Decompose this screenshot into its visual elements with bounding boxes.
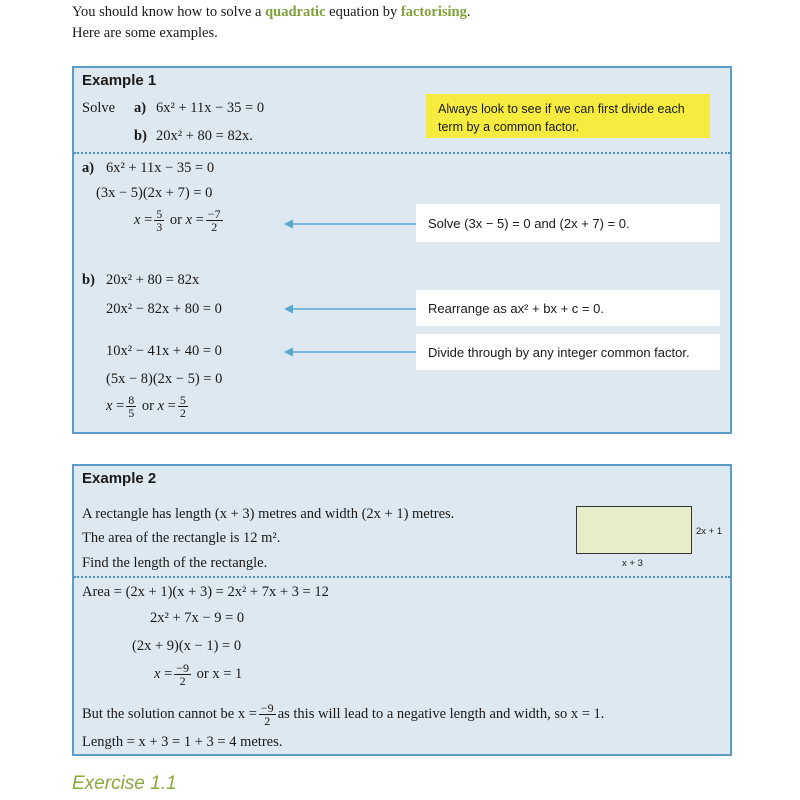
term-quadratic: quadratic (265, 4, 326, 20)
example-2-title: Example 2 (82, 470, 157, 487)
fraction-denominator: 3 (156, 220, 163, 234)
example-1-box (72, 66, 732, 434)
or-text: or (141, 397, 154, 414)
example-1-title: Example 1 (82, 72, 157, 89)
fraction (154, 208, 164, 233)
conclusion-line (82, 702, 604, 727)
note-text: Solve (3x − 5) = 0 and (2x + 7) = 0. (428, 215, 630, 231)
term-factorising: factorising (400, 4, 467, 20)
solution-a-line-1: 6x² + 11x − 35 = 0 (106, 160, 215, 176)
note-solve (416, 204, 720, 242)
fraction (206, 208, 223, 233)
arrow-left-icon (284, 218, 416, 230)
fraction (259, 702, 276, 727)
exercise-heading: Exercise 1.1 (72, 773, 177, 794)
problem-line-3: Find the length of the rectangle. (82, 555, 268, 571)
intro-line-2: Here are some examples. (72, 25, 218, 41)
solution-line-2: 2x² + 7x − 9 = 0 (150, 610, 245, 626)
tip-box (426, 94, 710, 138)
fraction-numerator: −9 (260, 701, 274, 715)
solution-a-label: a) (82, 160, 95, 176)
solution-b-line-1: 20x² + 80 = 82x (106, 272, 200, 288)
or-text: or x = 1 (196, 665, 243, 682)
area-line: Area = (2x + 1)(x + 3) = 2x² + 7x + 3 = 12 (82, 584, 329, 600)
example-2-box (72, 464, 732, 756)
fraction-numerator: −7 (207, 207, 221, 221)
intro-text: You should know how to solve a (72, 4, 266, 20)
divider (74, 576, 730, 578)
part-a-equation: 6x² + 11x − 35 = 0 (156, 100, 265, 116)
solution-b-line-3: 10x² − 41x + 40 = 0 (106, 343, 222, 359)
note-text: Rearrange as ax² + bx + c = 0. (428, 300, 604, 316)
solution-b-roots: x = $\frac{8}{5}$ or x = $\frac{5}{2}$ (106, 393, 186, 420)
intro-line-1 (72, 4, 471, 21)
solution-b-line-4: (5x − 8)(2x − 5) = 0 (106, 371, 223, 387)
fraction (126, 394, 136, 419)
or-text: or (169, 211, 182, 228)
figure-width-label: 2x + 1 (696, 526, 723, 537)
intro-text: equation by (325, 4, 401, 20)
fraction-numerator: 5 (179, 393, 186, 407)
solve-label: Solve (82, 100, 116, 116)
part-b-equation: 20x² + 80 = 82x. (156, 128, 253, 144)
fraction-numerator: 5 (156, 207, 163, 221)
solution-a-roots: x = $\frac{5}{3}$ or x = $\frac{-7}{2}$ (134, 207, 221, 234)
fraction (174, 662, 191, 687)
solution-line-3: (2x + 9)(x − 1) = 0 (132, 638, 242, 654)
fraction-denominator: 2 (211, 220, 218, 234)
fraction-denominator: 2 (179, 406, 186, 420)
conclusion-text: as this will lead to a negative length and width, so x = 1. (277, 705, 605, 722)
solution-roots: x = $\frac{-9}{2}$ or x = 1 (154, 661, 243, 688)
part-b-label: b) (134, 128, 147, 144)
figure-length-label: x + 3 (622, 558, 643, 569)
arrow-left-icon (284, 303, 416, 315)
divider (74, 152, 730, 154)
fraction-numerator: 8 (128, 393, 135, 407)
note-divide (416, 334, 720, 370)
solution-b-label: b) (82, 272, 95, 288)
intro-text: . (466, 4, 471, 20)
part-a-label: a) (134, 100, 147, 116)
tip-text: Always look to see if we can first divide each term by a common factor. (438, 102, 685, 134)
fraction-numerator: −9 (176, 661, 190, 675)
fraction-denominator: 5 (128, 406, 135, 420)
fraction (178, 394, 188, 419)
problem-line-1: A rectangle has length (x + 3) metres and width (2x + 1) metres. (82, 506, 455, 522)
rectangle-figure (576, 506, 692, 554)
fraction-denominator: 2 (179, 674, 186, 688)
note-rearrange (416, 290, 720, 326)
fraction-denominator: 2 (264, 714, 271, 728)
note-text: Divide through by any integer common factor. (428, 344, 690, 360)
length-line: Length = x + 3 = 1 + 3 = 4 metres. (82, 734, 283, 750)
solution-b-line-2: 20x² − 82x + 80 = 0 (106, 301, 222, 317)
arrow-left-icon (284, 346, 416, 358)
solution-a-line-2: (3x − 5)(2x + 7) = 0 (96, 185, 213, 201)
conclusion-text: But the solution cannot be x = (82, 705, 257, 722)
problem-line-2: The area of the rectangle is 12 m². (82, 530, 281, 546)
